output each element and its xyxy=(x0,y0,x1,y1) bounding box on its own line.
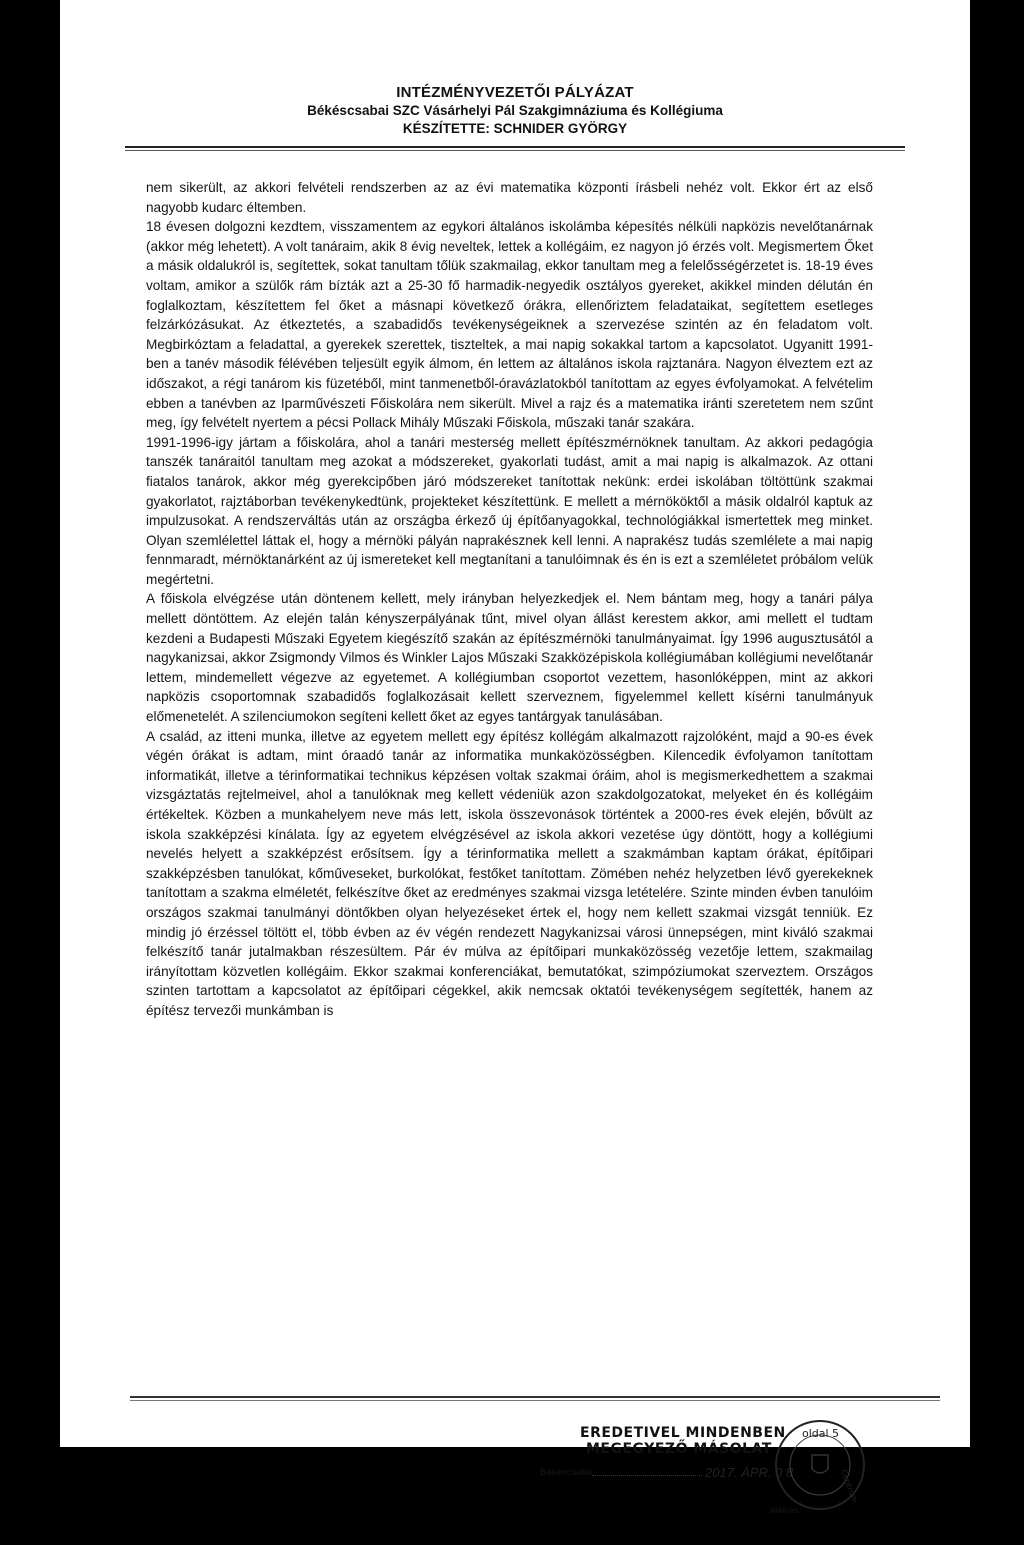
footer-rule-thin xyxy=(130,1400,940,1401)
seal-page-label: oldal 5 xyxy=(802,1427,840,1440)
stamp-city: Békéscsaba, xyxy=(540,1467,595,1477)
seal-word: Centrum xyxy=(838,1468,860,1505)
document-body xyxy=(146,178,873,1021)
header-school: Békéscsabai SZC Vásárhelyi Pál Szakgimnáziuma és Kollégiuma xyxy=(307,103,723,118)
document-header xyxy=(60,84,970,138)
header-title: INTÉZMÉNYVEZETŐI PÁLYÁZAT xyxy=(396,84,634,101)
stamp-line-2: MEGEGYEZŐ MÁSOLAT xyxy=(586,1441,772,1457)
signature-label: aláírás xyxy=(770,1505,799,1515)
round-seal-icon xyxy=(772,1417,868,1513)
certification-stamp xyxy=(540,1425,900,1545)
header-author: KÉSZÍTETTE: SCHNIDER GYÖRGY xyxy=(402,121,628,136)
header-rule xyxy=(125,146,905,148)
header-rule-thin xyxy=(125,150,905,151)
paragraph-1: nem sikerült, az akkori felvételi rendszerben az az évi matematika központi írásbeli nehéz volt. Ekkor ért az első nagyobb kudarc éltemben. xyxy=(146,180,873,215)
document-page xyxy=(60,0,970,1515)
paragraph-5: A család, az itteni munka, illetve az egyetem mellett egy építész kollégám alkalmazott rajzolóként, majd a 90-es évek végén órákat is adtam, mint óraadó tanár az informatika munkaközösségben. Kilencedik évfolyamon tanítottam informatikát, illetve a térinformatikai technikus képzésen voltak szakmai óráim, ahol is megismerkedhettem a szakmai vizsgáztatás rejtelmeivel, ahol a tanulóknak meg kellett védeniük azon szakdolgozatokat, melyeket én és kollégáim értékeltek. Közben a munkahelyem neve más lett, iskola összevonások történtek a 2000-res évek elején, bővült az iskola szakképzési kínálata. Így az egyetem elvégzésével az iskola akkori vezetése úgy döntött, hogy a kollégiumi nevelés helyett a szakképzést erősítsem. Így a térinformatika mellett a szakmámban kaptam órákat, építőipari szakképzésben tanulókat, kőműveseket, burkolókat, festőket tanítottam. Zömében nehéz helyzetben lévő gyerekeknek tanítottam a szakma elméletét, felkészítve őket az eredményes szakmai vizsga letételére. Szinte minden évben tanulóim országos szakmai tanulmányi döntőkben olyan helyezéseket értek el, hogy nem kellett szakmai vizsgát tenniük. Ez mindig jó érzéssel töltött el, több évben az év végén rendezett Nagykanizsai városi ünnepségen, mint kiváló szakmai felkészítő tanár jutalmakban részesültem. Pár év múlva az építőipari munkaközösség vezetője lettem, szakmailag irányítottam közvetlen kollégáim. Ekkor szakmai konferenciákat, bemutatókat, szimpóziumokat szerveztem. Országos szinten tartottam a kapcsolatot az építőipari cégekkel, akik nemcsak oktatói tevékenységem segítették, hanem az építész tervezői munkámban is xyxy=(146,728,873,1018)
stamp-line-1: EREDETIVEL MINDENBEN xyxy=(580,1425,786,1441)
paragraph-2: 18 évesen dolgozni kezdtem, visszamentem az egykori általános iskolámba képesítés nélküli napközis nevelőtanárnak (akkor még lehetett). A volt tanáraim, akik 8 évig neveltek, lettek a kollégáim, ez nagyon jó érzés volt. Megismertem Őket a másik oldalukról is, segítettek, sokat tanultam tőlük szakmailag, ekkor tanultam meg a felelősségérzetet is. 18-19 éves voltam, amikor a szülők rám bízták azt a 25-30 fő harmadik-negyedik osztályos gyereket, akikkel minden délután én foglalkoztam, készítettem fel őket a másnapi következő órákra, ellenőriztem feladataikat, segítettem esetleges felzárkózásukat. Az étkeztetés, a szabadidős tevékenységeiknek a szervezése szintén az én feladatom volt. Megbirkóztam a feladattal, a gyerekek szerettek, tiszteltek, a mai napig sokakkal tartom a kapcsolatot. Ugyanitt 1991-ben a tanév második félévében teljesült egyik álmom, én lettem az általános iskola rajztanára. Nagyon élveztem ezt az időszakot, a régi tanárom kis füzetéből, mint tanmenetből-óravázlatokból tanítottam az egyes évfolyamokat. A felvételim ebben a tanévben az Iparművészeti Főiskolára nem sikerült. Mivel a rajz és a matematika iránti szeretetem nem szűnt meg, így felvételt nyertem a pécsi Pollack Mihály Műszaki Főiskola, műszaki tanár szakára. xyxy=(146,219,873,431)
stamp-dotted-line xyxy=(592,1475,702,1476)
paragraph-4: A főiskola elvégzése után döntenem kellett, mely irányban helyezkedjek el. Nem bántam meg, hogy a tanári pálya mellett döntöttem. Az elején talán kényszerpályának tűnt, mivel olyan állást kerestem akkor, ami mellett el tudtam kezdeni a Budapesti Műszaki Egyetem kiegészítő szakán az építészmérnöki tanulmányaimat. Így 1996 augusztusától a nagykanizsai, akkor Zsigmondy Vilmos és Winkler Lajos Műszaki Szakközépiskola kollégiumában kollégiumi nevelőtanár lettem, mindemellett végezve az egyetemet. A kollégiumban csoportot vezettem, hasonlóképpen, mint az akkori napközis csoportomnak szabadidős foglalkozásait kellett szerveznem, figyelemmel kellett kísérni tanulmányuk előmenetelét. A szilenciumokon segíteni kellett őket az egyes tantárgyak tanulásában. xyxy=(146,591,873,725)
stamp-date: 2017. ÁPR. 0 8 xyxy=(705,1465,794,1480)
footer-rule xyxy=(130,1396,940,1398)
paragraph-3: 1991-1996-igy jártam a főiskolára, ahol a tanári mesterség mellett építészmérnöknek tanultam. Az akkori pedagógia tanszék tanáraitól tanultam meg azokat a módszereket, gyakorlati tudást, amit a mai napig is alkalmazok. Az ottani fiatalos tanárok, akkor még gyerekcipőben járó módszereket tanítottak nekünk: erdei iskolában töltöttünk szakmai gyakorlatot, rajztáborban tevékenykedtünk, projekteket készítettünk. E mellett a mérnököktől a másik oldalról kaptuk az impulzusokat. A rendszerváltás után az országba érkező új építőanyagokkal, technológiákkal ismertettek meg minket. Olyan szemlélettel láttak el, hogy a mérnöki pályán naprakésznek kell lenni. A naprakész tudás szemlélete a mai napig fennmaradt, mérnöktanárként az új ismereteket kell megtanítani a tanulóimnak és én is ezt a szemléletet próbálom velük megértetni. xyxy=(146,434,873,587)
